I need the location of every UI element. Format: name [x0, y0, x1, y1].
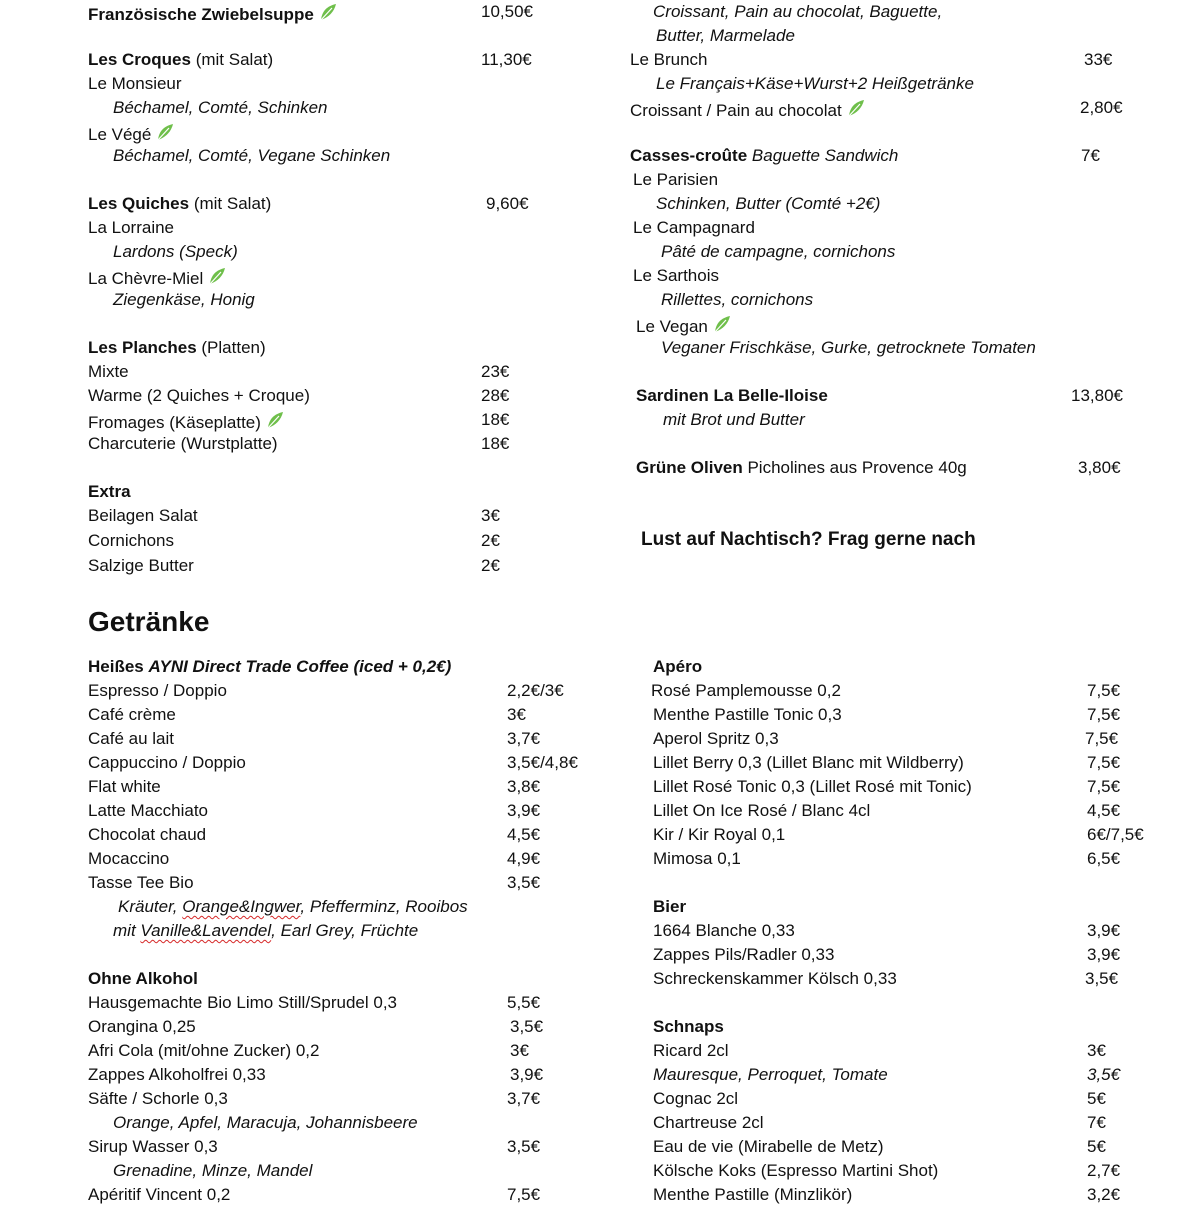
- item-name: Französische Zwiebelsuppe: [88, 5, 314, 24]
- item-price: 3,9€: [1087, 921, 1121, 940]
- item-price: 3,9€: [1087, 945, 1121, 964]
- item-price: 7,5€: [1087, 753, 1121, 772]
- item-name: Charcuterie (Wurstplatte): [88, 434, 278, 453]
- item-price: 5,5€: [507, 993, 541, 1012]
- item-price: 3€: [1087, 1041, 1106, 1060]
- section-price: 7€: [1081, 146, 1100, 165]
- item-name: Rosé Pamplemousse 0,2: [651, 681, 841, 700]
- item-price: 33€: [1084, 50, 1113, 69]
- item-name: Cognac 2cl: [653, 1089, 739, 1108]
- item-name: Salzige Butter: [88, 556, 194, 575]
- item-price: 3,7€: [507, 1089, 541, 1108]
- item-price: 7€: [1087, 1113, 1106, 1132]
- item-price: 28€: [481, 386, 510, 405]
- item-price: 3,80€: [1078, 458, 1121, 477]
- item-row: [88, 410, 285, 433]
- section-heading: Apéro: [653, 657, 703, 676]
- item-price: 7,5€: [1085, 729, 1119, 748]
- item-price: 3,8€: [507, 777, 541, 796]
- item-name: Tasse Tee Bio: [88, 873, 194, 892]
- item-row: [88, 266, 227, 289]
- item-name: Schreckenskammer Kölsch 0,33: [653, 969, 897, 988]
- item-price: 2,2€/3€: [507, 681, 564, 700]
- item-price: 3€: [507, 705, 526, 724]
- item-price: 2,7€: [1087, 1161, 1121, 1180]
- item-name: Flat white: [88, 777, 161, 796]
- leaf-icon: [712, 314, 732, 334]
- leaf-icon: [265, 410, 285, 430]
- item-description: mit Brot und Butter: [663, 410, 805, 429]
- item-price: 5€: [1087, 1089, 1106, 1108]
- item-price: 18€: [481, 434, 510, 453]
- item-name: Le Végé: [88, 125, 152, 144]
- item-name: La Chèvre-Miel: [88, 269, 204, 288]
- section-heading: Extra: [88, 482, 131, 501]
- item-name: Beilagen Salat: [88, 506, 198, 525]
- item-price: 2€: [481, 556, 500, 575]
- item-name: Apéritif Vincent 0,2: [88, 1185, 231, 1204]
- item-name: Café au lait: [88, 729, 174, 748]
- item-description: Grenadine, Minze, Mandel: [113, 1161, 313, 1180]
- item-name: La Lorraine: [88, 218, 175, 237]
- section-heading: Bier: [653, 897, 687, 916]
- item-row: [88, 122, 175, 145]
- page-title: Getränke: [88, 606, 210, 637]
- dessert-note: Lust auf Nachtisch? Frag gerne nach: [641, 529, 976, 550]
- item-name: 1664 Blanche 0,33: [653, 921, 795, 940]
- item-price: 6,5€: [1087, 849, 1121, 868]
- item-description: Béchamel, Comté, Vegane Schinken: [113, 146, 391, 165]
- item-name: Mixte: [88, 362, 129, 381]
- item-price: 2,80€: [1080, 98, 1123, 117]
- item-name: Le Parisien: [633, 170, 719, 189]
- item-description: Béchamel, Comté, Schinken: [113, 98, 328, 117]
- item-description: Ziegenkäse, Honig: [113, 290, 255, 309]
- section-price: 11,30€: [481, 50, 532, 69]
- section-heading: Ohne Alkohol: [88, 969, 198, 988]
- item-name: Zappes Alkoholfrei 0,33: [88, 1065, 266, 1084]
- leaf-icon: [318, 2, 338, 22]
- item-price: 5€: [1087, 1137, 1106, 1156]
- item-price: 3,5€: [1085, 969, 1119, 988]
- item-description: Croissant, Pain au chocolat, Baguette,: [653, 2, 943, 21]
- section-heading: Casses-croûte Baguette Sandwich: [630, 146, 899, 165]
- item-description: Butter, Marmelade: [656, 26, 795, 45]
- item-price: 3,5€: [1087, 1065, 1121, 1084]
- item-price: 13,80€: [1071, 386, 1123, 405]
- item-price: 7,5€: [1087, 681, 1121, 700]
- item-name: Kir / Kir Royal 0,1: [653, 825, 786, 844]
- item-price: 3,2€: [1087, 1185, 1121, 1204]
- leaf-icon: [846, 98, 866, 118]
- leaf-icon: [207, 266, 227, 286]
- item-description: mit Vanille&Lavendel, Earl Grey, Früchte: [113, 921, 419, 940]
- item-description: Mauresque, Perroquet, Tomate: [653, 1065, 888, 1084]
- item-price: 4,9€: [507, 849, 541, 868]
- item-price: 3,5€: [510, 1017, 544, 1036]
- item-name: Chocolat chaud: [88, 825, 207, 844]
- item-price: 3€: [510, 1041, 529, 1060]
- item-name: Sirup Wasser 0,3: [88, 1137, 218, 1156]
- item-name: Warme (2 Quiches + Croque): [88, 386, 310, 405]
- item-price: 7,5€: [1087, 777, 1121, 796]
- item-name: Le Vegan: [636, 317, 708, 336]
- item-name: Cornichons: [88, 531, 174, 550]
- item-name: Menthe Pastille Tonic 0,3: [653, 705, 842, 724]
- item-name: Chartreuse 2cl: [653, 1113, 764, 1132]
- item-price: 3€: [481, 506, 500, 525]
- item-description: Le Français+Käse+Wurst+2 Heißgetränke: [656, 74, 974, 93]
- item-name: Fromages (Käseplatte): [88, 413, 261, 432]
- item-name: Aperol Spritz 0,3: [653, 729, 779, 748]
- item-price: 3,5€: [507, 873, 541, 892]
- item-name: Zappes Pils/Radler 0,33: [653, 945, 835, 964]
- item-name: Grüne Oliven: [636, 458, 743, 477]
- item-price: 3,7€: [507, 729, 541, 748]
- item-price: 3,5€/4,8€: [507, 753, 578, 772]
- item-price: 6€/7,5€: [1087, 825, 1144, 844]
- section-heading: Les Croques (mit Salat): [88, 50, 274, 69]
- item-price: 2€: [481, 531, 500, 550]
- item-name: Croissant / Pain au chocolat: [630, 101, 842, 120]
- item-name: Le Brunch: [630, 50, 708, 69]
- section-heading: Les Quiches (mit Salat): [88, 194, 272, 213]
- item-row: [636, 458, 967, 478]
- item-description: Orange, Apfel, Maracuja, Johannisbeere: [113, 1113, 418, 1132]
- item-price: 7,5€: [1087, 705, 1121, 724]
- item-description: Picholines aus Provence 40g: [742, 458, 967, 477]
- item-name: Le Campagnard: [633, 218, 755, 237]
- item-row: [630, 98, 866, 121]
- item-name: Sardinen La Belle-Iloise: [636, 386, 828, 405]
- item-name: Le Sarthois: [633, 266, 719, 285]
- item-price: 4,5€: [507, 825, 541, 844]
- item-name: Säfte / Schorle 0,3: [88, 1089, 228, 1108]
- item-name: Espresso / Doppio: [88, 681, 227, 700]
- item-price: 18€: [481, 410, 510, 429]
- item-name: Ricard 2cl: [653, 1041, 729, 1060]
- item-name: Latte Macchiato: [88, 801, 209, 820]
- section-price: 9,60€: [486, 194, 529, 213]
- item-name: Afri Cola (mit/ohne Zucker) 0,2: [88, 1041, 320, 1060]
- section-heading: Les Planches (Platten): [88, 338, 266, 357]
- item-row: [636, 314, 732, 337]
- item-name: Lillet Rosé Tonic 0,3 (Lillet Rosé mit Tonic): [653, 777, 972, 796]
- item-name: Le Monsieur: [88, 74, 182, 93]
- item-description: Lardons (Speck): [113, 242, 238, 261]
- item-name: Café crème: [88, 705, 176, 724]
- item-name: Kölsche Koks (Espresso Martini Shot): [653, 1161, 939, 1180]
- item-name: Menthe Pastille (Minzlikör): [653, 1185, 853, 1204]
- item-name: Cappuccino / Doppio: [88, 753, 246, 772]
- item-name: Eau de vie (Mirabelle de Metz): [653, 1137, 884, 1156]
- item-name: Orangina 0,25: [88, 1017, 196, 1036]
- item-price: 4,5€: [1087, 801, 1121, 820]
- item-description: Pâté de campagne, cornichons: [661, 242, 896, 261]
- item-price: 23€: [481, 362, 510, 381]
- item-price: 3,9€: [510, 1065, 544, 1084]
- item-name: Mocaccino: [88, 849, 170, 868]
- leaf-icon: [155, 122, 175, 142]
- item-description: Veganer Frischkäse, Gurke, getrocknete Tomaten: [661, 338, 1036, 357]
- section-heading: Heißes AYNI Direct Trade Coffee (iced + 0,2€): [88, 657, 452, 676]
- item-name: Lillet On Ice Rosé / Blanc 4cl: [653, 801, 871, 820]
- item-description: Rillettes, cornichons: [661, 290, 814, 309]
- item-name: Mimosa 0,1: [653, 849, 741, 868]
- item-name: Hausgemachte Bio Limo Still/Sprudel 0,3: [88, 993, 397, 1012]
- item-price: 3,5€: [507, 1137, 541, 1156]
- zwiebelsuppe-row: [88, 2, 338, 25]
- section-heading: Schnaps: [653, 1017, 724, 1036]
- item-description: Kräuter, Orange&Ingwer, Pfefferminz, Rooibos: [118, 897, 468, 916]
- item-price: 10,50€: [481, 2, 533, 21]
- item-description: Schinken, Butter (Comté +2€): [656, 194, 881, 213]
- item-price: 7,5€: [507, 1185, 541, 1204]
- item-price: 3,9€: [507, 801, 541, 820]
- item-name: Lillet Berry 0,3 (Lillet Blanc mit Wildberry): [653, 753, 964, 772]
